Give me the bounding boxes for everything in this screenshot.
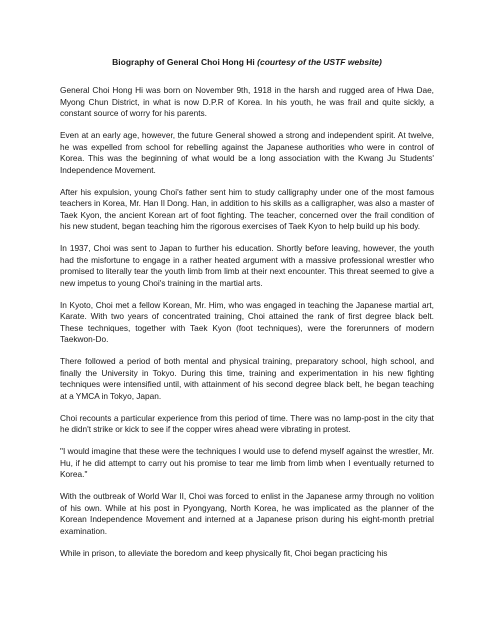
title-main: Biography of General Choi Hong Hi	[112, 57, 255, 67]
paragraph-birth: General Choi Hong Hi was born on November 9th, 1918 in the harsh and rugged area of Hwa Dae, Myong Chun District, in what is now D.P.R of Korea. In his youth, he was frail and quite sickly, a constant source of worry for his parents.	[60, 85, 434, 118]
paragraph-prison: While in prison, to alleviate the boredom and keep physically fit, Choi began practicing his	[60, 547, 388, 558]
document-title	[60, 57, 434, 68]
paragraph-japan-1937: In 1937, Choi was sent to Japan to further his education. Shortly before leaving, however, the youth had the misfortune to engage in a rather heated argument with a massive professional wrestler who promised to literally tear the youth limb from limb at their next encounter. This threat seemed to give a new impetus to young Choi's training in the martial arts.	[60, 243, 434, 288]
paragraph-early-spirit: Even at an early age, however, the future General showed a strong and independent spirit. At twelve, he was expelled from school for rebelling against the Japanese authorities who were in control of Korea. This was the beginning of what would be a long association with the Kwang Ju Students' Independence Movement.	[60, 130, 434, 175]
paragraph-university: There followed a period of both mental and physical training, preparatory school, high school, and finally the University in Tokyo. During this time, training and experimentation in his new fighting techniques were intensified until, with attainment of his second degree black belt, he began teaching at a YMCA in Tokyo, Japan.	[60, 356, 434, 401]
title-credit: (courtesy of the USTF website)	[257, 57, 382, 67]
paragraph-kyoto-karate: In Kyoto, Choi met a fellow Korean, Mr. Him, who was engaged in teaching the Japanese martial art, Karate. With two years of concentrated training, Choi attained the rank of first degree black belt. These techniques, together with Taek Kyon (foot techniques), were the forerunners of modern Taekwon-Do.	[60, 299, 434, 344]
paragraph-world-war-ii: With the outbreak of World War II, Choi was forced to enlist in the Japanese army through no volition of his own. While at his post in Pyongyang, North Korea, he was implicated as the planner of the Korean Independence Movement and interned at a Japanese prison during his eight-month pretrial examination.	[60, 491, 434, 536]
paragraph-quote: "I would imagine that these were the techniques I would use to defend myself against the wrestler, Mr. Hu, if he did attempt to carry out his promise to tear me limb from limb when I eventually returned to Korea."	[60, 446, 434, 479]
paragraph-lamp-post: Choi recounts a particular experience from this period of time. There was no lamp-post in the city that he didn't strike or kick to see if the copper wires ahead were vibrating in protest.	[60, 412, 434, 434]
document-page	[60, 57, 434, 559]
paragraph-calligraphy: After his expulsion, young Choi's father sent him to study calligraphy under one of the most famous teachers in Korea, Mr. Han Il Dong. Han, in addition to his skills as a calligrapher, was also a master of Taek Kyon, the ancient Korean art of foot fighting. The teacher, concerned over the frail condition of his new student, began teaching him the rigorous exercises of Taek Kyon to help build up his body.	[60, 186, 434, 231]
